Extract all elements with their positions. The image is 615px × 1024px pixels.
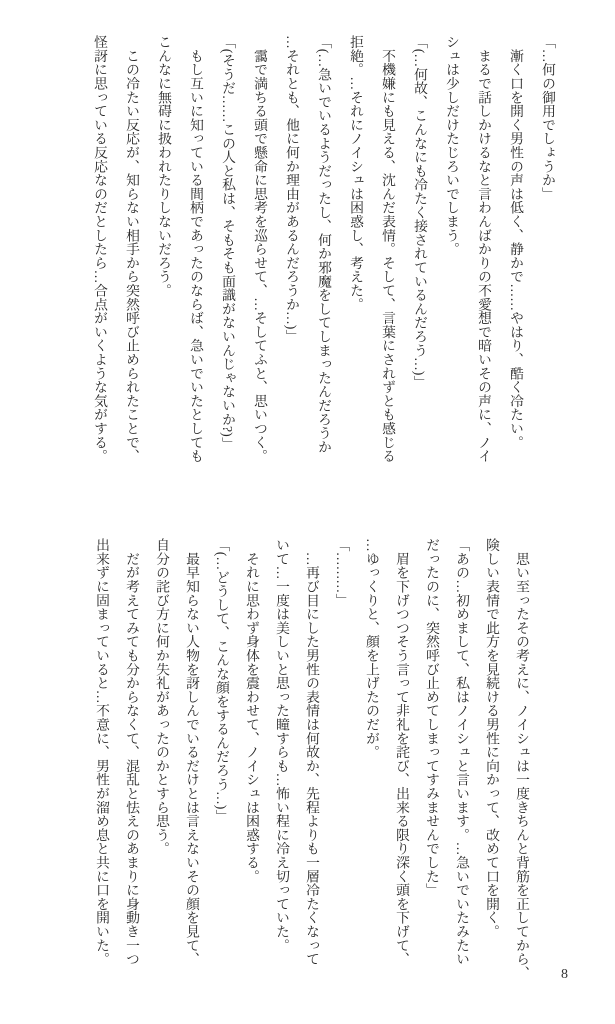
- text-line: 眉を下げつつそう言って非礼を詫び、出来る限り深く頭を下げて、: [394, 538, 409, 966]
- text-line: まるで話しかけるなと言わんばかりの不愛想で暗いその声に、ノイ: [476, 35, 491, 463]
- text-line: 自分の詫び方に何か失礼があったのかとすら思う。: [154, 538, 169, 856]
- text-line: シュは少しだけたじろいでしまう。: [444, 35, 459, 256]
- text-line: だが考えてみても分からなくて、混乱と怯えのあまりに身動き一つ: [124, 538, 139, 966]
- text-line: だったのに、突然呼び止めてしまってすみませんでした」: [424, 538, 439, 897]
- text-line: 「………」: [334, 538, 349, 607]
- text-line: …再び目にした男性の表情は何故か、先程よりも一層冷たくなって: [304, 538, 319, 966]
- text-line: …ゆっくりと、顔を上げたのだが。: [364, 538, 379, 759]
- text-line: …それとも、他に何か理由があるんだろうか…)」: [284, 35, 299, 344]
- text-line: こんなに無碍に扱われたりしないだろう。: [156, 35, 171, 298]
- text-line: 「(…何故、こんなにも冷たく接されているんだろう…)」: [412, 35, 427, 390]
- text-line: 険しい表情で此方を見続ける男性に向かって、改めて口を開く。: [484, 538, 499, 939]
- text-line: 怪訝に思っている反応なのだとしたら…合点がいくような気がする。: [92, 35, 107, 463]
- text-line: 「(そうだ……この人と私は、そもそも面識がないんじゃないか?)」: [220, 35, 235, 451]
- text-block-lower: [86, 538, 536, 980]
- text-line: 最早知らない人物を訝しんでいるだけとは言えないその顔を見て、: [184, 538, 199, 966]
- text-line: 不機嫌にも見える、沈んだ表情。そして、言葉にされずとも感じる: [380, 35, 395, 463]
- text-line: 出来ずに固まっていると…不意に、男性が溜め息と共に口を開いた。: [94, 538, 109, 966]
- text-line: 「(…急いでいるようだったし、何か邪魔をしてしまったんだろうか: [316, 35, 331, 454]
- text-line: いて…一度は美しいと思った瞳すらも…怖い程に冷え切っていた。: [274, 538, 289, 952]
- text-line: もし互いに知っている間柄であったのならば、急いでいたとしても: [188, 35, 203, 463]
- text-line: それに思わず身体を震わせて、ノイシュは困惑する。: [244, 538, 259, 883]
- text-line: 漸く口を開く男性の声は低く、静かで……やはり、酷く冷たい。: [508, 35, 523, 449]
- text-line: 拒絶。…それにノイシュは困惑し、考えた。: [348, 35, 363, 311]
- text-line: 思い至ったその考えに、ノイシュは一度きちんと背筋を正してから、: [514, 538, 529, 980]
- text-line: 「(…どうして、こんな顔をするんだろう…)」: [214, 538, 229, 824]
- page-number: 8: [561, 967, 568, 982]
- text-line: この冷たい反応が、知らない相手から突然呼び止められたことで、: [124, 35, 139, 463]
- text-line: 「あの…初めまして、私はノイシュと言います。…急いでいたみたい: [454, 538, 469, 966]
- text-block-upper: [83, 35, 563, 463]
- text-line: 「…何の御用でしょうか」: [540, 35, 555, 201]
- text-line: 靄で満ちる頭で懸命に思考を巡らせて、…そしてふと、思いつく。: [252, 35, 267, 463]
